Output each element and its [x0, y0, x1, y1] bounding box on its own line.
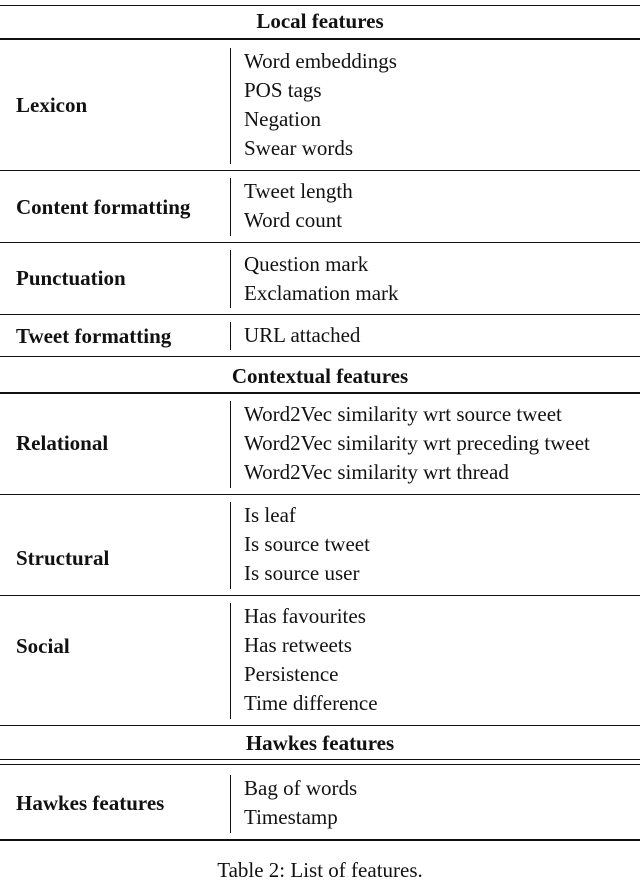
- bottom-rule: [0, 839, 640, 841]
- section-rule: [0, 392, 640, 394]
- category-content-formatting: Content formatting: [16, 195, 191, 219]
- column-divider: [230, 603, 231, 719]
- feature-item: Tweet length: [244, 179, 353, 203]
- row-rule: [0, 170, 640, 171]
- section-header-local: Local features: [256, 9, 384, 33]
- row-rule: [0, 314, 640, 315]
- feature-item: Negation: [244, 107, 321, 131]
- column-divider: [230, 401, 231, 488]
- column-divider: [230, 502, 231, 589]
- top-rule: [0, 5, 640, 6]
- category-relational: Relational: [16, 431, 109, 455]
- category-social: Social: [16, 634, 70, 658]
- column-divider: [230, 322, 231, 350]
- row-rule: [0, 242, 640, 243]
- category-hawkes-features: Hawkes features: [16, 791, 165, 815]
- category-punctuation: Punctuation: [16, 266, 126, 290]
- feature-item: Word2Vec similarity wrt preceding tweet: [244, 431, 590, 455]
- row-rule: [0, 494, 640, 495]
- feature-item: POS tags: [244, 78, 322, 102]
- feature-item: Exclamation mark: [244, 281, 399, 305]
- feature-item: Has retweets: [244, 633, 352, 657]
- category-lexicon: Lexicon: [16, 93, 88, 117]
- column-divider: [230, 48, 231, 164]
- feature-item: Is source user: [244, 561, 360, 585]
- column-divider: [230, 250, 231, 308]
- section-header-contextual: Contextual features: [231, 364, 409, 388]
- column-divider: [230, 775, 231, 833]
- feature-item: Bag of words: [244, 776, 358, 800]
- row-rule: [0, 595, 640, 596]
- feature-item: Swear words: [244, 136, 354, 160]
- row-rule: [0, 725, 640, 726]
- feature-item: Word2Vec similarity wrt thread: [244, 460, 509, 484]
- section-rule: [0, 38, 640, 40]
- column-divider: [230, 178, 231, 236]
- feature-item: Timestamp: [244, 805, 338, 829]
- feature-item: Word embeddings: [244, 49, 397, 73]
- feature-item: Time difference: [244, 691, 378, 715]
- category-structural: Structural: [16, 546, 110, 570]
- double-rule-bottom: [0, 764, 640, 765]
- double-rule-top: [0, 759, 640, 760]
- category-tweet-formatting: Tweet formatting: [16, 324, 172, 348]
- feature-item: Word count: [244, 208, 343, 232]
- feature-item: Question mark: [244, 252, 369, 276]
- row-rule: [0, 356, 640, 357]
- section-header-hawkes: Hawkes features: [245, 731, 395, 755]
- feature-item: URL attached: [244, 323, 361, 347]
- feature-item: Is source tweet: [244, 532, 370, 556]
- feature-item: Is leaf: [244, 503, 296, 527]
- feature-item: Word2Vec similarity wrt source tweet: [244, 402, 562, 426]
- table-caption: Table 2: List of features.: [217, 858, 423, 882]
- feature-item: Has favourites: [244, 604, 366, 628]
- feature-item: Persistence: [244, 662, 339, 686]
